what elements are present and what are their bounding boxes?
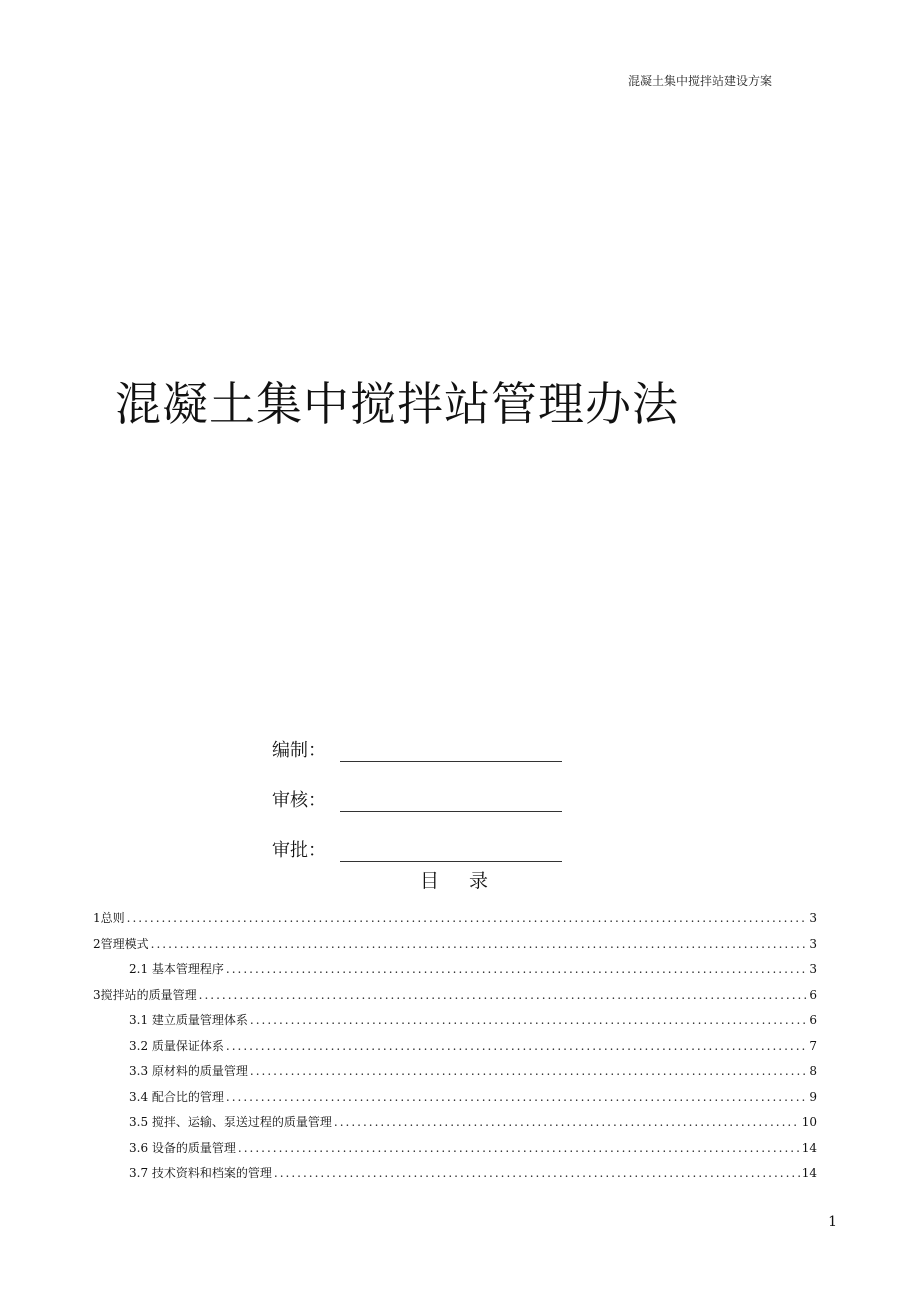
toc-entry[interactable]: [93, 1059, 817, 1085]
toc-entry[interactable]: [93, 1008, 817, 1034]
page-number: 1: [828, 1214, 837, 1230]
signoff-review-label: 审核：: [272, 790, 326, 811]
toc-entry-page: 9: [809, 1089, 817, 1104]
toc-leader-dots: [151, 932, 808, 958]
toc-entry-label: 3搅拌站的质量管理: [93, 987, 197, 1002]
document-title: 混凝土集中搅拌站管理办法: [115, 377, 679, 431]
toc-entry-label: 3.7 技术资料和档案的管理: [129, 1166, 272, 1180]
toc-entry-label: 3.5 搅拌、运输、泵送过程的质量管理: [129, 1115, 332, 1129]
toc-entry[interactable]: [93, 957, 817, 983]
toc-leader-dots: [250, 1059, 807, 1085]
signoff-review-line: [340, 811, 562, 812]
toc-entry-label: 3.4 配合比的管理: [129, 1089, 224, 1104]
toc-entry[interactable]: [93, 906, 817, 932]
toc-entry-label: 2.1 基本管理程序: [129, 962, 224, 976]
toc-leader-dots: [334, 1110, 800, 1136]
table-of-contents: [93, 906, 817, 1187]
toc-entry[interactable]: [93, 932, 817, 958]
toc-entry-page: 8: [809, 1064, 817, 1078]
signoff-compile: [272, 738, 572, 788]
signoff-review: [272, 788, 572, 838]
toc-entry-label: 2管理模式: [93, 936, 149, 951]
toc-entry[interactable]: [93, 1161, 817, 1187]
toc-leader-dots: [274, 1161, 800, 1187]
toc-entry-page: 6: [809, 1013, 817, 1027]
toc-leader-dots: [250, 1008, 807, 1034]
toc-leader-dots: [199, 983, 808, 1009]
toc-entry[interactable]: [93, 1034, 817, 1060]
toc-entry[interactable]: [93, 983, 817, 1009]
toc-leader-dots: [226, 957, 807, 983]
toc-entry-page: 14: [801, 1166, 817, 1180]
toc-entry[interactable]: [93, 1136, 817, 1162]
toc-entry-label: 1总则: [93, 911, 125, 925]
toc-entry-page: 6: [809, 987, 817, 1002]
running-header: 混凝土集中搅拌站建设方案: [627, 74, 772, 88]
toc-entry-label: 3.2 质量保证体系: [129, 1038, 224, 1053]
toc-entry-page: 3: [809, 936, 817, 951]
toc-leader-dots: [127, 906, 808, 932]
toc-entry[interactable]: [93, 1110, 817, 1136]
toc-leader-dots: [226, 1085, 807, 1111]
toc-leader-dots: [226, 1034, 807, 1060]
signoff-approve-line: [340, 861, 562, 862]
toc-entry-page: 3: [809, 962, 817, 976]
toc-heading: 目 录: [419, 870, 501, 892]
signoff-approve-label: 审批：: [272, 840, 326, 861]
signoff-compile-line: [340, 761, 562, 762]
toc-entry[interactable]: [93, 1085, 817, 1111]
toc-entry-page: 14: [801, 1140, 817, 1155]
toc-leader-dots: [238, 1136, 800, 1162]
toc-entry-label: 3.1 建立质量管理体系: [129, 1013, 248, 1027]
toc-entry-label: 3.3 原材料的质量管理: [129, 1064, 248, 1078]
signoff-compile-label: 编制：: [272, 740, 326, 761]
toc-entry-page: 7: [809, 1038, 817, 1053]
toc-entry-page: 3: [809, 911, 817, 925]
toc-entry-label: 3.6 设备的质量管理: [129, 1140, 236, 1155]
toc-entry-page: 10: [801, 1115, 817, 1129]
